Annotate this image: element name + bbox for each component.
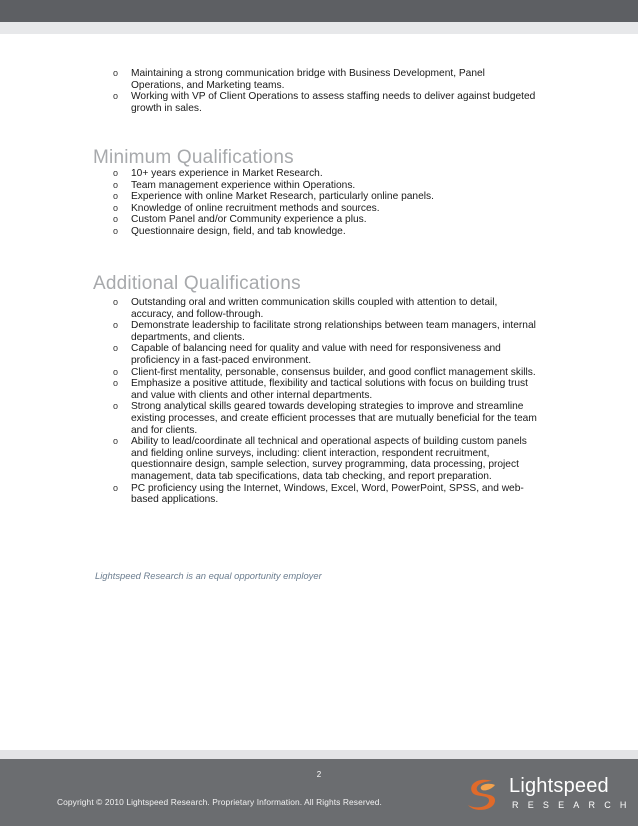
equal-opportunity-statement: Lightspeed Research is an equal opportunity employer	[95, 570, 322, 581]
bullet-marker: o	[113, 91, 119, 102]
list-item	[0, 168, 638, 180]
minimum-qualifications-heading: Minimum Qualifications	[93, 147, 294, 168]
logo-subtitle: RESEARCH	[512, 800, 636, 810]
header-band-light	[0, 22, 638, 34]
list-item-text: Ability to lead/coordinate all technical and operational aspects of building custom panels and fielding online surveys, including: client interaction, respondent recruitment, questionnaire design, sample selection, survey programming, data processing, project management, data tab specifications, data tab checking, and report preparation.	[131, 436, 527, 482]
footer-strip	[0, 750, 638, 759]
swoosh-icon	[462, 775, 502, 815]
bullet-marker: o	[113, 401, 119, 412]
list-item	[0, 214, 638, 226]
list-item	[0, 91, 638, 114]
logo-wordmark: Lightspeed	[509, 775, 609, 797]
bullet-marker: o	[113, 436, 119, 447]
list-item-text: Client-first mentality, personable, consensus builder, and good conflict management skills.	[131, 366, 536, 378]
additional-qualifications-heading: Additional Qualifications	[93, 273, 301, 294]
list-item	[0, 436, 638, 482]
list-item	[0, 226, 638, 238]
bullet-marker: o	[113, 343, 119, 354]
additional-qualifications-list	[0, 297, 638, 506]
copyright-notice: Copyright © 2010 Lightspeed Research. Proprietary Information. All Rights Reserved.	[57, 797, 382, 807]
list-item-text: Team management experience within Operations.	[131, 179, 356, 191]
list-item	[0, 367, 638, 379]
bullet-marker: o	[113, 297, 119, 307]
list-item-text: Experience with online Market Research, particularly online panels.	[131, 191, 434, 203]
list-item	[0, 191, 638, 203]
list-item-text: Maintaining a strong communication bridge with Business Development, Panel Operations, and Marketing teams.	[131, 68, 485, 91]
list-item	[0, 343, 638, 366]
list-item-text: Capable of balancing need for quality and value with need for responsiveness and proficiency in a fast-paced environment.	[131, 343, 501, 366]
bullet-marker: o	[113, 378, 119, 389]
list-item-text: Questionnaire design, field, and tab knowledge.	[131, 225, 346, 237]
bullet-marker: o	[113, 366, 119, 377]
list-item	[0, 378, 638, 401]
bullet-marker: o	[113, 168, 119, 178]
list-item	[0, 180, 638, 192]
list-item	[0, 483, 638, 506]
bullet-marker: o	[113, 482, 119, 493]
list-item-text: Demonstrate leadership to facilitate strong relationships between team managers, internal departments, and clients.	[131, 320, 536, 343]
header-band	[0, 0, 638, 22]
page-number: 2	[316, 770, 322, 779]
list-item-text: PC proficiency using the Internet, Windows, Excel, Word, PowerPoint, SPSS, and web-based applications.	[131, 482, 524, 506]
bullet-marker: o	[113, 225, 119, 236]
bullet-marker: o	[113, 202, 119, 213]
list-item	[0, 320, 638, 343]
bullet-marker: o	[113, 191, 119, 202]
bullet-marker: o	[113, 320, 119, 331]
list-item-text: Knowledge of online recruitment methods and sources.	[131, 202, 380, 214]
bullet-marker: o	[113, 179, 119, 190]
list-item-text: Custom Panel and/or Community experience a plus.	[131, 214, 367, 226]
list-item	[0, 203, 638, 215]
list-item-text: Outstanding oral and written communication skills coupled with attention to detail, accuracy, and follow-through.	[131, 297, 498, 320]
list-item	[0, 401, 638, 436]
bullet-marker: o	[113, 214, 119, 225]
lightspeed-logo	[462, 775, 636, 815]
list-item-text: Working with VP of Client Operations to assess staffing needs to deliver against budgeted growth in sales.	[131, 91, 536, 114]
list-item-text: Strong analytical skills geared towards developing strategies to improve and streamline existing processes, and create efficient processes that are mutually beneficial for the team and for clients.	[131, 401, 537, 436]
list-item	[0, 297, 638, 320]
list-item-text: 10+ years experience in Market Research.	[131, 168, 323, 179]
minimum-qualifications-list	[0, 168, 638, 238]
top-bullet-list	[0, 68, 638, 114]
list-item-text: Emphasize a positive attitude, flexibility and tactical solutions with focus on building trust and value with clients and other internal departments.	[131, 378, 528, 401]
list-item	[0, 68, 638, 91]
bullet-marker: o	[113, 68, 119, 78]
